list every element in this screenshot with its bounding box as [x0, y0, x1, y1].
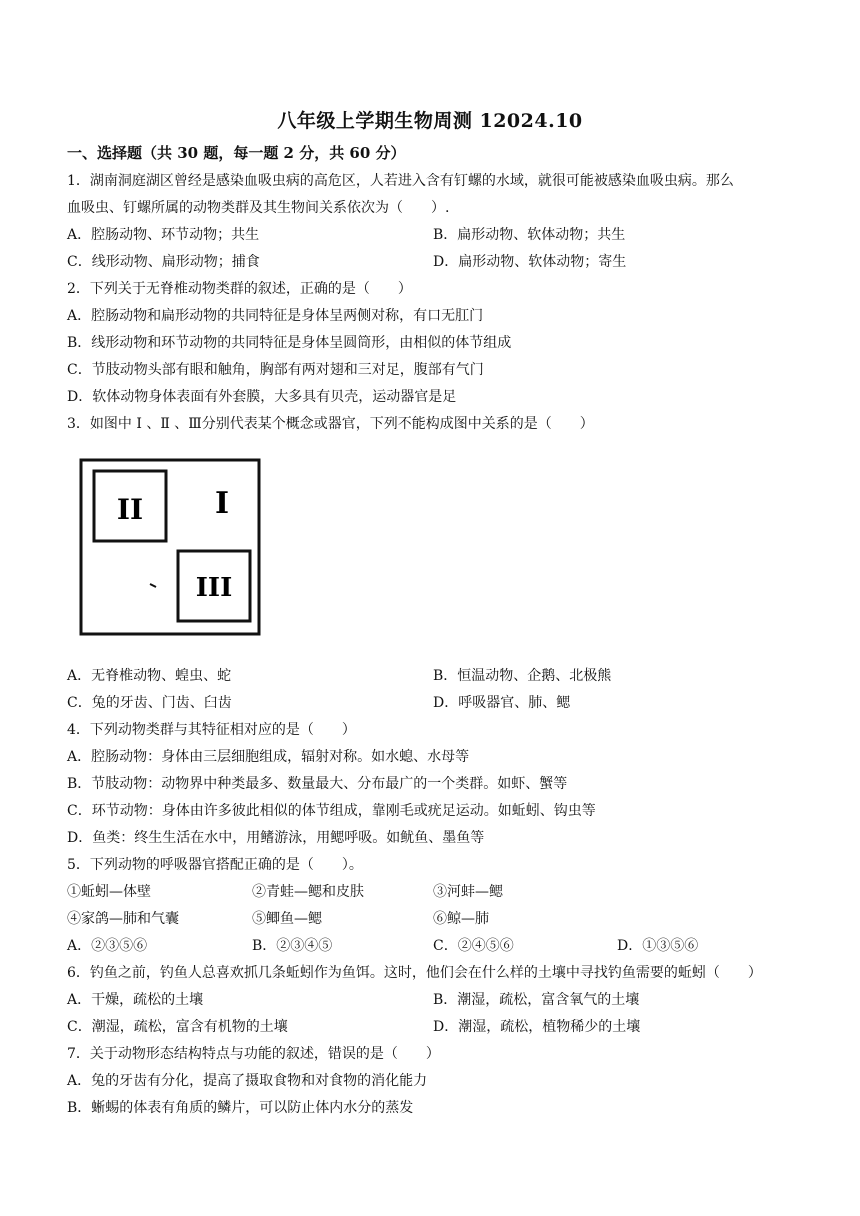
q5-item-5: ⑤鲫鱼—鳃	[252, 911, 322, 927]
q5-option-c: C．②④⑤⑥	[433, 938, 514, 954]
q1-option-b: B．扁形动物、软体动物；共生	[433, 227, 626, 243]
q6-option-a: A．干燥，疏松的土壤	[67, 992, 204, 1008]
q5-item-6: ⑥鲸—肺	[433, 911, 489, 927]
q2-option-b: B．线形动物和环节动物的共同特征是身体呈圆筒形，由相似的体节组成	[67, 335, 512, 351]
q1-stem-line1: 1．湖南洞庭湖区曾经是感染血吸虫病的高危区，人若进入含有钉螺的水域，就很可能被感染血吸虫病。那么	[67, 173, 734, 189]
q6-stem: 6．钓鱼之前，钓鱼人总喜欢抓几条蚯蚓作为鱼饵。这时，他们会在什么样的土壤中寻找钓鱼需要的蚯蚓（ ）	[67, 965, 762, 981]
q7-option-a: A．兔的牙齿有分化，提高了摄取食物和对食物的消化能力	[67, 1073, 428, 1089]
q3-option-d: D．呼吸器官、肺、鳃	[433, 695, 571, 711]
q6-option-b: B．潮湿，疏松，富含氧气的土壤	[433, 992, 640, 1008]
q1-stem-line2: 血吸虫、钉螺所属的动物类群及其生物间关系依次为（ ）.	[67, 200, 450, 216]
q3-option-c: C．兔的牙齿、门齿、臼齿	[67, 695, 232, 711]
q3-stem: 3．如图中 Ⅰ 、Ⅱ 、Ⅲ分别代表某个概念或器官，下列不能构成图中关系的是（ ）	[67, 416, 594, 432]
section-heading: 一、选择题（共 30 题，每一题 2 分，共 60 分）	[67, 144, 406, 162]
q5-item-3: ③河蚌—鳃	[433, 884, 503, 900]
q3-option-a: A．无脊椎动物、蝗虫、蛇	[67, 668, 232, 684]
q3-option-b: B．恒温动物、企鹅、北极熊	[433, 668, 612, 684]
q2-option-d: D．软体动物身体表面有外套膜，大多具有贝壳，运动器官是足	[67, 389, 457, 405]
q4-option-c: C．环节动物：身体由许多彼此相似的体节组成，靠刚毛或疣足运动。如蚯蚓、钩虫等	[67, 803, 596, 819]
q1-option-a: A．腔肠动物、环节动物；共生	[67, 227, 260, 243]
q4-stem: 4．下列动物类群与其特征相对应的是（ ）	[67, 722, 356, 738]
stray-mark	[150, 584, 156, 587]
q5-option-d: D．①③⑤⑥	[617, 938, 699, 954]
q7-option-b: B．蜥蜴的体表有角质的鳞片，可以防止体内水分的蒸发	[67, 1100, 414, 1116]
q6-option-c: C．潮湿，疏松，富含有机物的土壤	[67, 1019, 288, 1035]
q2-option-a: A．腔肠动物和扁形动物的共同特征是身体呈两侧对称，有口无肛门	[67, 308, 484, 324]
q1-option-d: D．扁形动物、软体动物；寄生	[433, 254, 627, 270]
q5-stem: 5．下列动物的呼吸器官搭配正确的是（ ）。	[67, 857, 363, 873]
q5-item-4: ④家鸽—肺和气囊	[67, 911, 179, 927]
q2-option-c: C．节肢动物头部有眼和触角，胸部有两对翅和三对足，腹部有气门	[67, 362, 484, 378]
page-title: 八年级上学期生物周测 12024.10	[277, 110, 583, 132]
q4-option-d: D．鱼类：终生生活在水中，用鳍游泳，用鳃呼吸。如鱿鱼、墨鱼等	[67, 830, 485, 846]
label-II: II	[116, 493, 144, 526]
q3-venn-figure	[78, 457, 262, 637]
label-I: I	[214, 486, 230, 521]
q2-stem: 2．下列关于无脊椎动物类群的叙述，正确的是（ ）	[67, 281, 412, 297]
q5-item-2: ②青蛙—鳃和皮肤	[252, 884, 364, 900]
q5-item-1: ①蚯蚓—体壁	[67, 884, 151, 900]
q4-option-a: A．腔肠动物：身体由三层细胞组成，辐射对称。如水螅、水母等	[67, 749, 470, 765]
q1-option-c: C．线形动物、扁形动物；捕食	[67, 254, 260, 270]
label-III: III	[195, 573, 233, 603]
box-I	[81, 460, 259, 634]
q4-option-b: B．节肢动物：动物界中种类最多、数量最大、分布最广的一个类群。如虾、蟹等	[67, 776, 568, 792]
q5-option-a: A．②③⑤⑥	[67, 938, 148, 954]
q7-stem: 7．关于动物形态结构特点与功能的叙述，错误的是（ ）	[67, 1046, 440, 1062]
q5-option-b: B．②③④⑤	[252, 938, 333, 954]
q6-option-d: D．潮湿，疏松，植物稀少的土壤	[433, 1019, 641, 1035]
